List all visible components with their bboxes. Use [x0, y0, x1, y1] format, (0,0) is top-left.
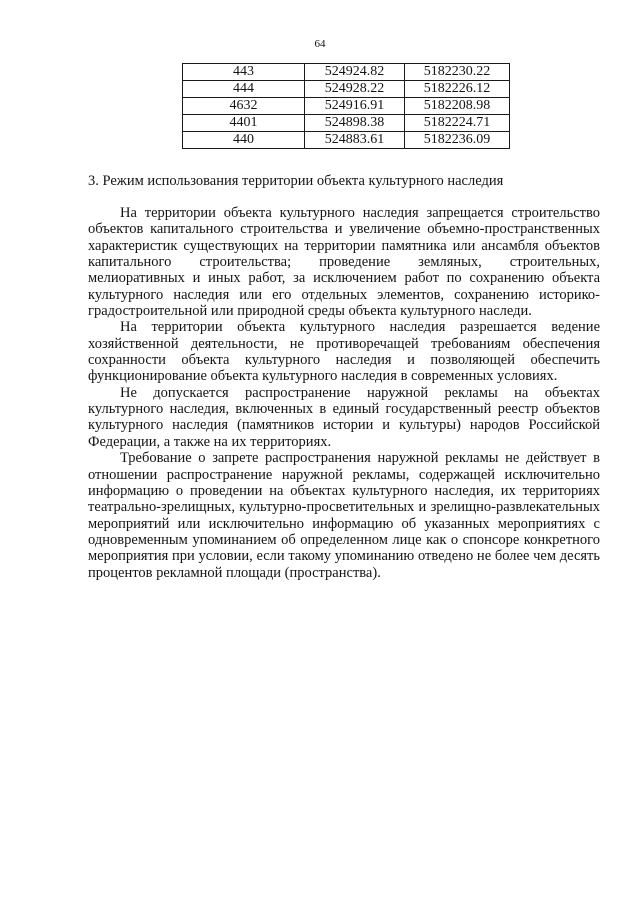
table-row [183, 81, 510, 98]
y-coordinate-cell: 5182230.22 [405, 64, 510, 81]
table-row [183, 115, 510, 132]
y-coordinate-cell: 5182236.09 [405, 132, 510, 149]
x-coordinate-cell: 524898.38 [305, 115, 405, 132]
table-row [183, 64, 510, 81]
y-coordinate-cell: 5182208.98 [405, 98, 510, 115]
point-number-cell: 444 [183, 81, 305, 98]
point-number-cell: 4401 [183, 115, 305, 132]
point-number-cell: 4632 [183, 98, 305, 115]
paragraph-advertising-exception: Требование о запрете распространения наружной рекламы не действует в отношении распространение наружной рекламы, содержащей исключительно информацию о проведении на объектах культурного наследия, их территориях театрально-зрелищных, культурно-просветительных и зрелищно-развлекательных мероприятий или исключительно информацию об указанных мероприятиях с одновременным упоминанием об определенном лице как о спонсоре конкретного мероприятия при условии, если такому упоминанию отведено не более чем десять процентов рекламной площади (пространства). [88, 450, 600, 581]
paragraph-prohibitions: На территории объекта культурного наследия запрещается строительство объектов капитального строительства и увеличение объемно-пространственных характеристик существующих на территории памятника или ансамбля объектов капитального строительства; проведение земляных, строительных, мелиоративных и иных работ, за исключением работ по сохранению объекта культурного наследия или его отдельных элементов, сохранению историко-градостроительной или природной среды объекта культурного наследи. [88, 205, 600, 320]
page-number: 64 [314, 38, 326, 50]
point-number-cell: 440 [183, 132, 305, 149]
x-coordinate-cell: 524916.91 [305, 98, 405, 115]
x-coordinate-cell: 524883.61 [305, 132, 405, 149]
section-body [88, 205, 600, 581]
x-coordinate-cell: 524928.22 [305, 81, 405, 98]
section-heading: 3. Режим использования территории объекта культурного наследия [88, 173, 504, 189]
table-row [183, 132, 510, 149]
paragraph-permitted-activity: На территории объекта культурного наследия разрешается ведение хозяйственной деятельности, не противоречащей требованиям обеспечения сохранности объекта культурного наследия и позволяющей обеспечить функционирование объекта культурного наследия в современных условиях. [88, 319, 600, 385]
table-row [183, 98, 510, 115]
y-coordinate-cell: 5182226.12 [405, 81, 510, 98]
y-coordinate-cell: 5182224.71 [405, 115, 510, 132]
x-coordinate-cell: 524924.82 [305, 64, 405, 81]
paragraph-advertising-ban: Не допускается распространение наружной рекламы на объектах культурного наследия, включенных в единый государственный реестр объектов культурного наследия (памятников истории и культуры) народов Российской Федерации, а также на их территориях. [88, 384, 600, 450]
coordinates-table [182, 63, 510, 149]
point-number-cell: 443 [183, 64, 305, 81]
